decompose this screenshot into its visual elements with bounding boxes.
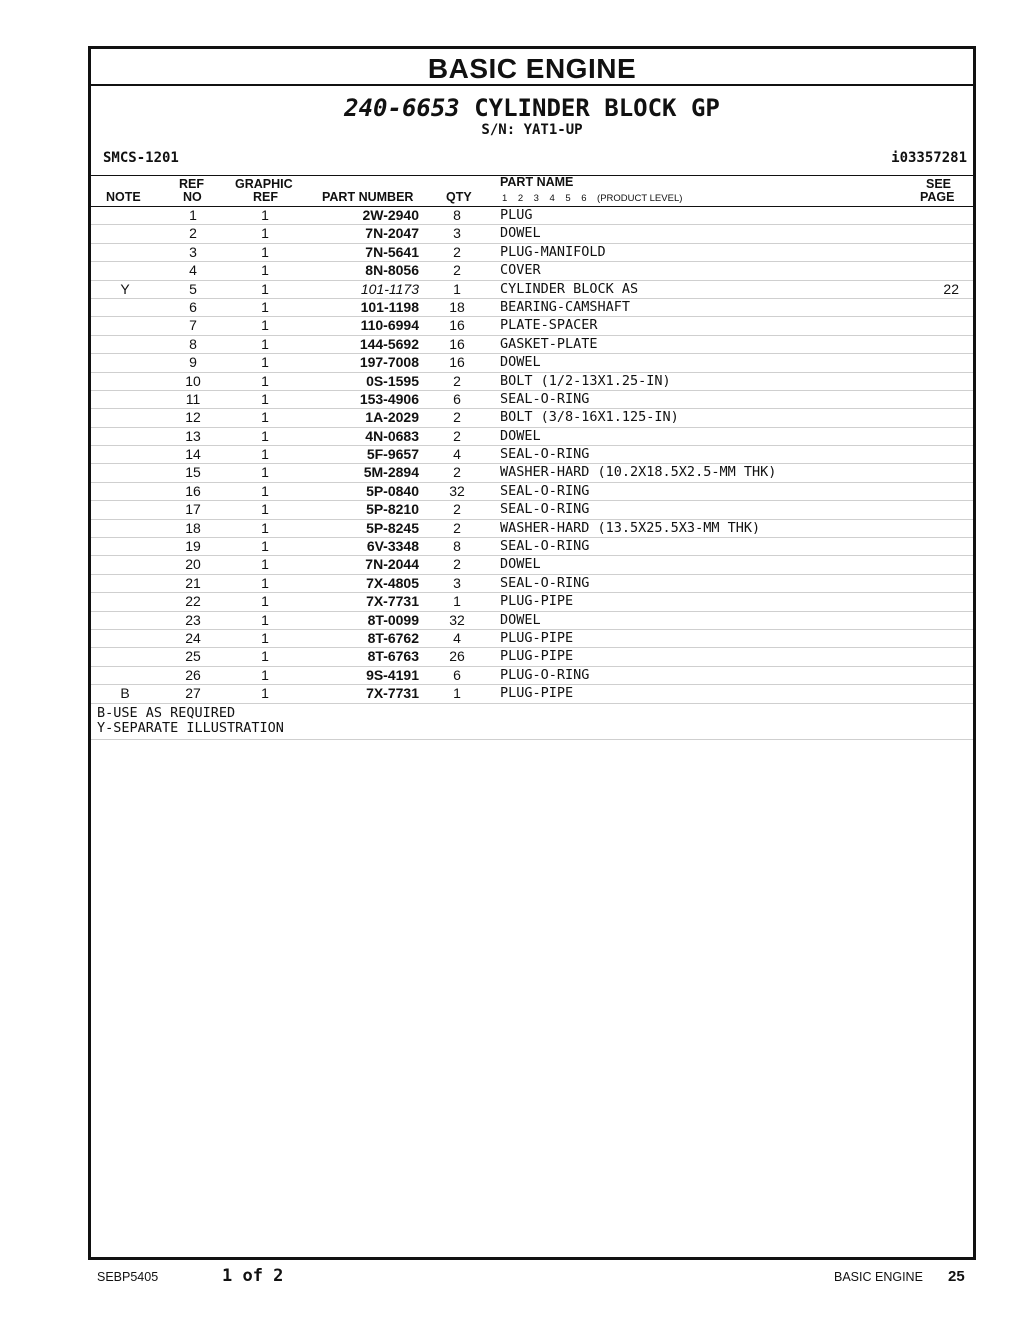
group-header — [91, 86, 973, 176]
col-ref-header-bottom: NO — [183, 190, 202, 204]
row-ref-no: 4 — [189, 262, 197, 279]
row-part-name: PLUG-MANIFOLD — [500, 243, 606, 260]
note-y-legend: Y-SEPARATE ILLUSTRATION — [97, 720, 284, 737]
row-graphic-ref: 1 — [261, 243, 269, 260]
row-part-name: PLUG-PIPE — [500, 685, 574, 702]
row-part-number: 7X-7731 — [366, 593, 419, 610]
row-part-number: 5P-0840 — [366, 482, 419, 499]
col-ref-header-top: REF — [179, 177, 204, 191]
column-headers — [91, 176, 973, 207]
row-ref-no: 2 — [189, 225, 197, 242]
footer-page-of: 1 of 2 — [222, 1266, 284, 1286]
row-ref-no: 12 — [185, 409, 201, 426]
col-see-header-bottom: PAGE — [920, 190, 955, 204]
row-part-number: 9S-4191 — [366, 666, 419, 683]
row-qty: 2 — [453, 427, 461, 444]
row-graphic-ref: 1 — [261, 280, 269, 297]
row-ref-no: 5 — [189, 280, 197, 297]
row-graphic-ref: 1 — [261, 464, 269, 481]
row-part-number: 0S-1595 — [366, 372, 419, 389]
row-graphic-ref: 1 — [261, 298, 269, 315]
row-qty: 2 — [453, 243, 461, 260]
row-qty: 2 — [453, 262, 461, 279]
row-ref-no: 23 — [185, 611, 201, 628]
table-row — [91, 207, 973, 225]
row-graphic-ref: 1 — [261, 225, 269, 242]
table-row — [91, 593, 973, 611]
document-id: i03357281 — [891, 150, 967, 166]
row-ref-no: 15 — [185, 464, 201, 481]
row-graphic-ref: 1 — [261, 207, 269, 223]
row-part-name: SEAL-O-RING — [500, 574, 590, 591]
row-qty: 3 — [453, 225, 461, 242]
row-part-name: PLUG-PIPE — [500, 648, 574, 665]
row-part-number: 2W-2940 — [362, 207, 419, 223]
col-qty-header: QTY — [446, 190, 472, 204]
row-qty: 8 — [453, 207, 461, 223]
row-part-number: 7N-5641 — [365, 243, 419, 260]
row-ref-no: 24 — [185, 629, 201, 646]
row-part-number: 7N-2047 — [365, 225, 419, 242]
row-qty: 16 — [449, 335, 465, 352]
row-part-number: 197-7008 — [359, 354, 419, 371]
row-qty: 2 — [453, 556, 461, 573]
group-name: CYLINDER BLOCK GP — [474, 94, 720, 122]
row-part-name: DOWEL — [500, 611, 541, 628]
row-ref-no: 17 — [185, 501, 201, 518]
row-part-name: BOLT (3/8-16X1.125-IN) — [500, 409, 679, 426]
col-part-number-header: PART NUMBER — [322, 190, 414, 204]
row-part-number: 5P-8210 — [366, 501, 419, 518]
row-part-number: 8N-8056 — [365, 262, 419, 279]
row-part-number: 110-6994 — [360, 317, 419, 334]
col-part-name-header: PART NAME — [500, 175, 574, 189]
table-row — [91, 225, 973, 243]
table-row — [91, 538, 973, 556]
row-graphic-ref: 1 — [261, 648, 269, 665]
row-part-number: 8T-6763 — [367, 648, 419, 665]
row-ref-no: 22 — [185, 593, 201, 610]
row-ref-no: 19 — [185, 538, 201, 555]
row-ref-no: 11 — [185, 390, 201, 407]
table-row — [91, 612, 973, 630]
row-qty: 6 — [453, 666, 461, 683]
row-note: Y — [120, 280, 130, 297]
row-qty: 16 — [449, 317, 465, 334]
row-qty: 2 — [453, 464, 461, 481]
row-ref-no: 3 — [189, 243, 197, 260]
row-part-number: 144-5692 — [359, 335, 419, 352]
row-part-name: COVER — [500, 262, 541, 279]
row-part-name: PLUG-PIPE — [500, 593, 574, 610]
row-part-name: SEAL-O-RING — [500, 501, 590, 518]
footer-document-number: SEBP5405 — [97, 1270, 159, 1284]
row-ref-no: 6 — [189, 298, 197, 315]
row-part-number: 5P-8245 — [366, 519, 419, 536]
note-b-legend: B-USE AS REQUIRED — [97, 704, 236, 721]
row-part-name: DOWEL — [500, 354, 541, 371]
row-graphic-ref: 1 — [261, 685, 269, 702]
row-part-name: PLATE-SPACER — [500, 317, 598, 334]
row-qty: 8 — [453, 538, 461, 555]
table-row — [91, 428, 973, 446]
smcs-code: SMCS-1201 — [103, 150, 179, 166]
table-row — [91, 648, 973, 666]
row-graphic-ref: 1 — [261, 427, 269, 444]
page-title: BASIC ENGINE — [427, 53, 637, 84]
row-graphic-ref: 1 — [261, 390, 269, 407]
row-ref-no: 21 — [185, 574, 201, 591]
notes-legend — [91, 704, 973, 740]
row-part-number: 7X-7731 — [366, 685, 419, 702]
table-row — [91, 630, 973, 648]
row-ref-no: 10 — [185, 372, 201, 389]
row-qty: 2 — [453, 372, 461, 389]
row-part-name: DOWEL — [500, 225, 541, 242]
row-graphic-ref: 1 — [261, 335, 269, 352]
row-graphic-ref: 1 — [261, 409, 269, 426]
row-qty: 32 — [449, 482, 465, 499]
footer-page-number: 25 — [948, 1268, 965, 1285]
row-qty: 26 — [449, 648, 465, 665]
serial-number: S/N: YAT1-UP — [481, 122, 583, 138]
row-qty: 3 — [453, 574, 461, 591]
row-graphic-ref: 1 — [261, 666, 269, 683]
row-part-number: 4N-0683 — [365, 427, 419, 444]
col-see-header-top: SEE — [926, 177, 952, 191]
row-part-name: SEAL-O-RING — [500, 446, 590, 463]
row-graphic-ref: 1 — [261, 317, 269, 334]
row-qty: 1 — [453, 280, 461, 297]
row-graphic-ref: 1 — [261, 629, 269, 646]
row-part-name: PLUG-PIPE — [500, 629, 574, 646]
table-row — [91, 373, 973, 391]
row-part-number: 8T-0099 — [367, 611, 419, 628]
row-part-name: PLUG-O-RING — [500, 666, 590, 683]
table-row — [91, 409, 973, 427]
group-heading — [91, 86, 973, 122]
row-qty: 32 — [449, 611, 465, 628]
row-part-number: 1A-2029 — [365, 409, 419, 426]
row-graphic-ref: 1 — [261, 556, 269, 573]
col-graphic-header-top: GRAPHIC — [235, 177, 293, 191]
row-part-name: WASHER-HARD (13.5X25.5X3-MM THK) — [500, 519, 761, 536]
row-part-name: PLUG — [500, 207, 533, 223]
table-row — [91, 556, 973, 574]
row-part-number: 153-4906 — [359, 390, 419, 407]
parts-page-frame — [88, 46, 976, 1260]
group-number: 240-6653 — [344, 94, 460, 122]
row-qty: 6 — [453, 390, 461, 407]
row-part-number: 8T-6762 — [367, 629, 419, 646]
row-graphic-ref: 1 — [261, 354, 269, 371]
table-row — [91, 446, 973, 464]
row-qty: 2 — [453, 501, 461, 518]
row-qty: 18 — [449, 298, 465, 315]
row-graphic-ref: 1 — [261, 501, 269, 518]
row-graphic-ref: 1 — [261, 593, 269, 610]
table-row — [91, 262, 973, 280]
row-part-name: DOWEL — [500, 556, 541, 573]
row-ref-no: 27 — [185, 685, 201, 702]
table-row — [91, 575, 973, 593]
row-ref-no: 20 — [185, 556, 201, 573]
row-qty: 4 — [453, 446, 461, 463]
product-level-header: 1 2 3 4 5 6 (PRODUCT LEVEL) — [502, 193, 683, 204]
table-row — [91, 483, 973, 501]
row-qty: 2 — [453, 409, 461, 426]
row-graphic-ref: 1 — [261, 611, 269, 628]
row-part-name: BOLT (1/2-13X1.25-IN) — [500, 372, 671, 389]
row-ref-no: 26 — [185, 666, 201, 683]
row-ref-no: 18 — [185, 519, 201, 536]
row-ref-no: 7 — [189, 317, 197, 334]
row-graphic-ref: 1 — [261, 519, 269, 536]
table-row — [91, 464, 973, 482]
row-part-name: BEARING-CAMSHAFT — [500, 298, 631, 315]
table-row — [91, 281, 973, 299]
row-part-name: SEAL-O-RING — [500, 538, 590, 555]
row-ref-no: 1 — [189, 207, 197, 223]
parts-table — [91, 207, 973, 704]
row-qty: 1 — [453, 685, 461, 702]
row-note: B — [120, 685, 130, 702]
row-part-number: 101-1198 — [360, 298, 419, 315]
row-graphic-ref: 1 — [261, 262, 269, 279]
row-ref-no: 13 — [185, 427, 201, 444]
table-row — [91, 520, 973, 538]
row-part-name: GASKET-PLATE — [500, 335, 598, 352]
row-graphic-ref: 1 — [261, 372, 269, 389]
table-row — [91, 299, 973, 317]
row-graphic-ref: 1 — [261, 538, 269, 555]
row-ref-no: 16 — [185, 482, 201, 499]
row-part-name: CYLINDER BLOCK AS — [500, 280, 639, 297]
row-part-number: 101-1173 — [360, 280, 419, 297]
table-row — [91, 391, 973, 409]
row-part-number: 7X-4805 — [366, 574, 419, 591]
table-row — [91, 354, 973, 372]
row-qty: 16 — [449, 354, 465, 371]
table-row — [91, 667, 973, 685]
row-graphic-ref: 1 — [261, 482, 269, 499]
row-part-name: WASHER-HARD (10.2X18.5X2.5-MM THK) — [500, 464, 777, 481]
row-part-name: DOWEL — [500, 427, 541, 444]
table-row — [91, 244, 973, 262]
row-part-name: SEAL-O-RING — [500, 390, 590, 407]
row-part-number: 5M-2894 — [363, 464, 419, 481]
row-part-number: 7N-2044 — [365, 556, 419, 573]
row-ref-no: 14 — [185, 446, 201, 463]
row-part-number: 5F-9657 — [366, 446, 419, 463]
col-graphic-header-bottom: REF — [253, 190, 278, 204]
footer-section-name: BASIC ENGINE — [834, 1270, 923, 1284]
row-part-name: SEAL-O-RING — [500, 482, 590, 499]
row-qty: 2 — [453, 519, 461, 536]
row-part-number: 6V-3348 — [366, 538, 419, 555]
title-band — [91, 49, 973, 86]
row-ref-no: 25 — [185, 648, 201, 665]
row-graphic-ref: 1 — [261, 574, 269, 591]
row-qty: 1 — [453, 593, 461, 610]
row-graphic-ref: 1 — [261, 446, 269, 463]
col-note-header: NOTE — [106, 190, 141, 204]
table-row — [91, 685, 973, 703]
table-row — [91, 317, 973, 335]
row-see-page: 22 — [943, 280, 959, 297]
table-row — [91, 501, 973, 519]
row-ref-no: 8 — [189, 335, 197, 352]
row-qty: 4 — [453, 629, 461, 646]
row-ref-no: 9 — [189, 354, 197, 371]
page-footer — [0, 1266, 1020, 1288]
table-row — [91, 336, 973, 354]
